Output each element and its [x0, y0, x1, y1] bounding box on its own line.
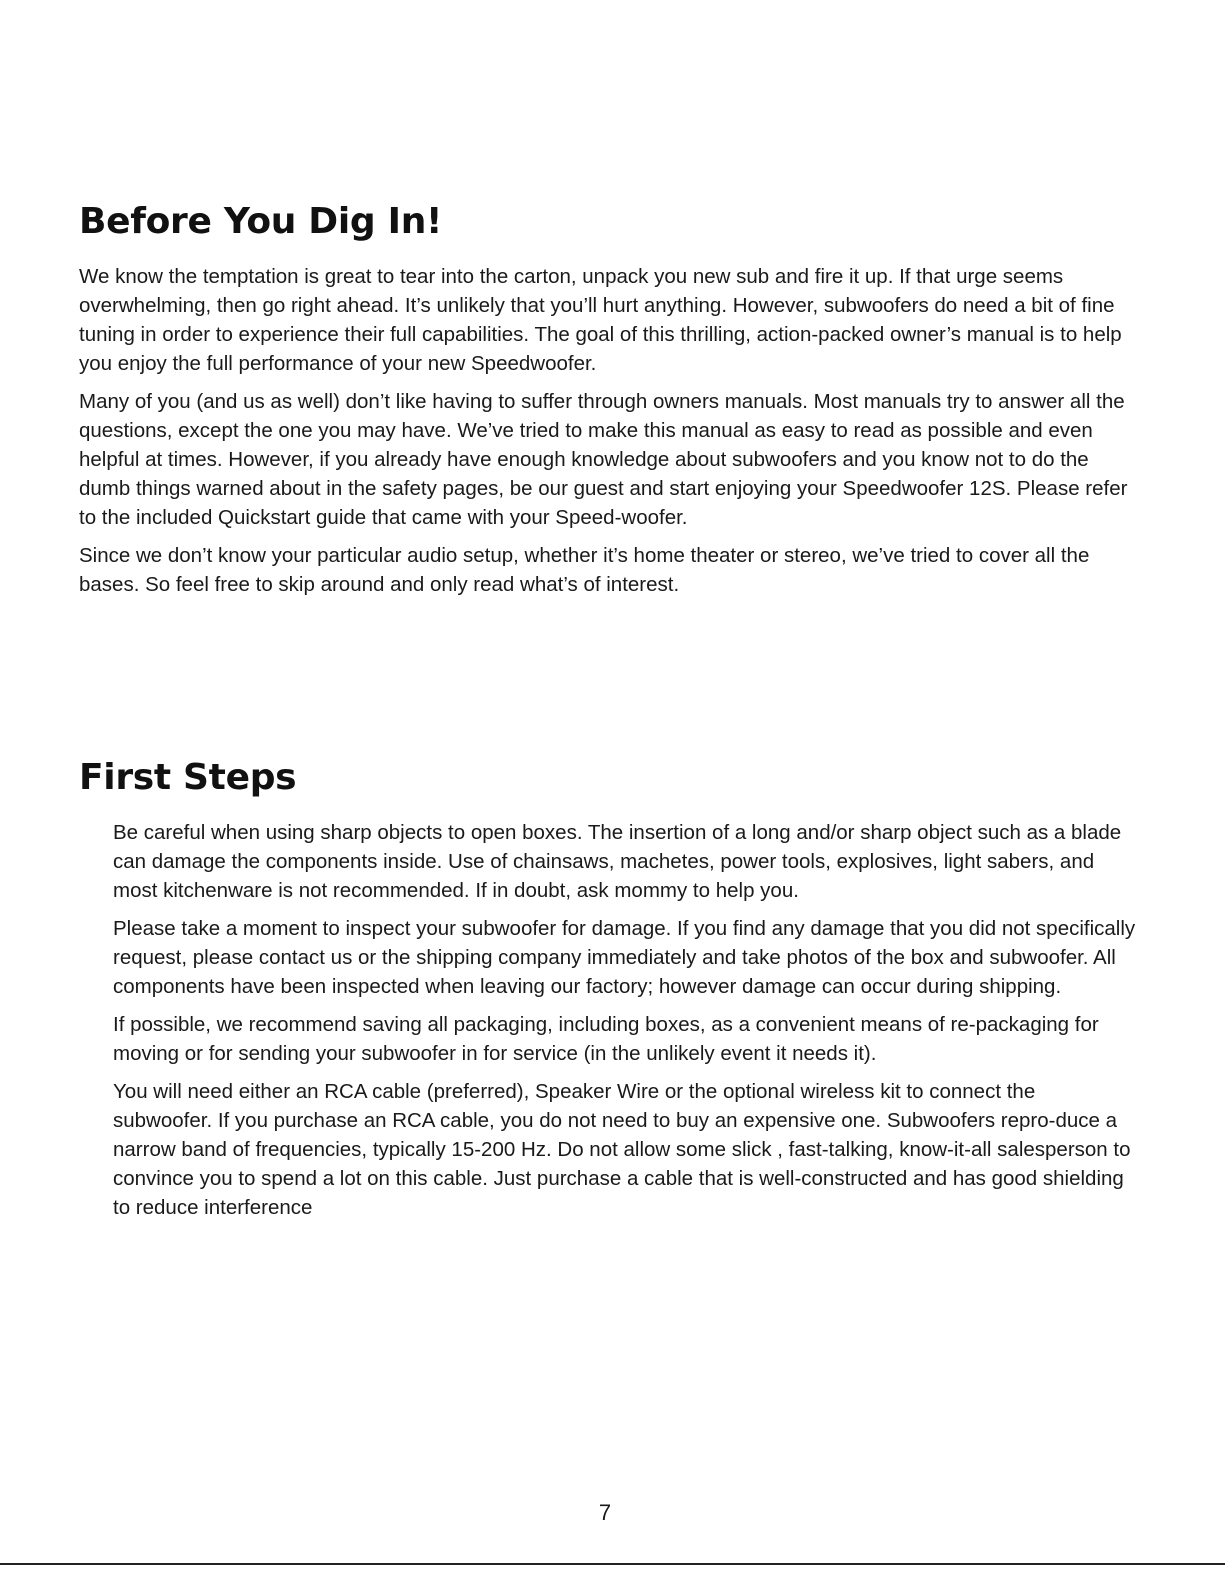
paragraph: We know the temptation is great to tear into the carton, unpack you new sub and fire it up. If that urge seems overwhelming, then go right ahead. It’s unlikely that you’ll hurt anything. However, subwoofers do need a bit of fine tuning in order to experience their full capabilities. The goal of this thrilling, action-packed owner’s manual is to help you enjoy the full performance of your new Speedwoofer.	[79, 265, 1122, 375]
paragraph: Since we don’t know your particular audio setup, whether it’s home theater or stereo, we’ve tried to cover all the bases. So feel free to skip around and only read what’s of interest.	[79, 544, 1090, 596]
paragraph: Many of you (and us as well) don’t like having to suffer through owners manuals. Most manuals try to answer all the questions, except the one you may have. We’ve tried to make this manual as easy to read as possible and even helpful at times. However, if you already have enough knowledge about subwoofers and you know not to do the dumb things warned about in the safety pages, be our guest and start enjoying your Speedwoofer 12S. Please refer to the included Quickstart guide that came with your Speed-woofer.	[79, 390, 1128, 529]
section-heading: Before You Dig In!	[79, 201, 443, 242]
section-first-steps	[79, 752, 1139, 1231]
page-number: 7	[598, 1500, 612, 1525]
paragraph: Be careful when using sharp objects to open boxes. The insertion of a long and/or sharp object such as a blade can damage the components inside. Use of chainsaws, machetes, power tools, explosives, light sabers, and most kitchenware is not recommended. If in doubt, ask mommy to help you.	[113, 821, 1122, 902]
paragraph: If possible, we recommend saving all packaging, including boxes, as a convenient means of re-packaging for moving or for sending your subwoofer in for service (in the unlikely event it needs it).	[113, 1013, 1099, 1065]
indented-body	[79, 818, 1139, 1222]
section-heading: First Steps	[79, 757, 297, 798]
paragraph: Please take a moment to inspect your subwoofer for damage. If you find any damage that you did not specifically request, please contact us or the shipping company immediately and take photos of the box and subwoofer. All components have been inspected when leaving our factory; however damage can occur during shipping.	[113, 917, 1136, 998]
bottom-divider	[0, 1563, 1225, 1565]
section-before-you-dig-in	[79, 196, 1139, 608]
paragraph: You will need either an RCA cable (preferred), Speaker Wire or the optional wireless kit to connect the subwoofer. If you purchase an RCA cable, you do not need to buy an expensive one. Subwoofers repro-duce a narrow band of frequencies, typically 15-200 Hz. Do not allow some slick , fast-talking, know-it-all salesperson to convince you to spend a lot on this cable. Just purchase a cable that is well-constructed and has good shielding to reduce interference	[113, 1080, 1131, 1219]
